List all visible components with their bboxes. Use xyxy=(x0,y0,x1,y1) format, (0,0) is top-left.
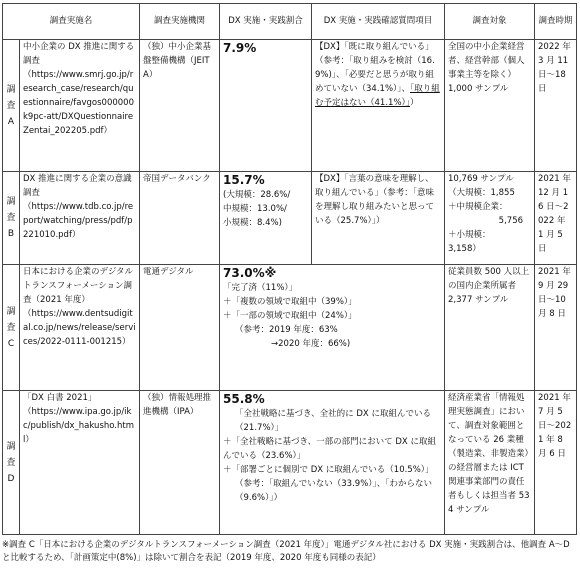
items-line: （参考：2019 年度：63% xyxy=(235,325,338,335)
header-period: 調査時期 xyxy=(535,4,577,40)
target-line: ＋中規模企業： xyxy=(448,202,508,212)
organization-cell: （独）中小企業基盤整備機構（JEITA） xyxy=(140,40,220,172)
dx-rate-and-items-cell xyxy=(220,265,445,391)
period-cell: 2022 年 3 月 11 日〜18 日 xyxy=(535,40,577,172)
target-cell xyxy=(445,172,535,265)
items-line: →2020 年度：66%) xyxy=(271,339,351,349)
dx-rate-and-items-cell xyxy=(220,391,445,535)
header-dx-rate-text: DX 実施・実践割合 xyxy=(228,16,303,26)
items-line: ＋「一部の領域で取組中（24%）」 xyxy=(223,311,357,321)
target-line: 全国の中小企業経営者、経営幹部（個人事業主等を除く） xyxy=(448,42,525,80)
dx-rate-cell xyxy=(220,172,312,265)
header-survey-name: 調査実施名 xyxy=(3,4,140,40)
survey-url-link[interactable]: （https://www.smrj.go.jp/research_case/research/questionnaire/favgos000000k9pc-att/DXQuestionnaireZentai_202205.pdf） xyxy=(23,70,135,136)
target-cell xyxy=(445,265,535,391)
items-line: （参考：「取り組みを検討（16.9%)」、「必要だと思うが取り組めていない（34.1%）」、 xyxy=(315,56,435,94)
header-dx-rate xyxy=(220,4,312,40)
dx-rate-value: 7.9% xyxy=(223,41,257,55)
rate-detail-line: 小規模：8.4%) xyxy=(223,218,282,228)
survey-name-cell xyxy=(20,40,140,172)
items-line: ） xyxy=(410,98,419,108)
rate-detail-line: 中規模：13.0%/ xyxy=(223,204,287,214)
row-label-text: 調査C xyxy=(6,306,16,349)
survey-name: 中小企業の DX 推進に関する調査 xyxy=(23,42,135,66)
items-line-underlined: 「取り組む予定はない（41.1%）」 xyxy=(315,84,440,108)
survey-url-link[interactable]: （https://www.dentsudigital.co.jp/news/release/services/2022-0111-001215） xyxy=(23,309,136,347)
period-cell: 2021 年 12 月 16 日〜2022 年 1 月 5 日 xyxy=(535,172,577,265)
survey-name-cell xyxy=(20,265,140,391)
target-cell: 経済産業省「情報処理実態調査」において、調査対象範囲となっている 26 業種（製造業、非製造業）の経営層または ICT 関連事業部門の責任者もしくは担当者 534 サンプル xyxy=(445,391,535,535)
dx-rate-value: 55.8% xyxy=(223,392,265,406)
items-line: 「全社戦略に基づき、全社的に DX に取組んでいる（21.7%）」 xyxy=(235,409,431,433)
target-cell xyxy=(445,40,535,172)
survey-url-link[interactable]: （https://www.tdb.co.jp/report/watching/press/pdf/p221010.pdf） xyxy=(23,202,134,240)
row-label xyxy=(3,265,20,391)
survey-comparison-table xyxy=(2,3,577,535)
target-line: （大規模：1,855 xyxy=(448,188,515,198)
items-line: 【DX】「既に取り組んでいる」 xyxy=(315,42,434,52)
target-line: 5,756 xyxy=(498,216,524,226)
row-label xyxy=(3,40,20,172)
dx-rate-value: 15.7% xyxy=(223,173,265,187)
organization-cell: （独）情報処理推進機構（IPA） xyxy=(140,391,220,535)
target-line: 1,000 サンプル xyxy=(448,84,509,94)
dx-rate-value: 73.0%※ xyxy=(223,266,277,280)
row-label-text: 調査A xyxy=(6,84,16,127)
row-label xyxy=(3,172,20,265)
row-label-text: 調査B xyxy=(6,197,16,239)
period-cell: 2021 年 7 月 5 日〜2021 年 8 月 6 日 xyxy=(535,391,577,535)
items-line: （参考：「取組んでいない（33.9%）」、「わからない（9.6%）」） xyxy=(235,479,433,503)
survey-name: DX 推進に関する企業の意識調査 xyxy=(23,174,132,198)
items-line: ＋「部署ごとに個別で DX に取組んでいる（10.5%）」 xyxy=(223,465,434,475)
document-sheet xyxy=(2,3,576,565)
survey-name: 日本における企業のデジタルトランスフォーメーション調査（2021 年度） xyxy=(23,267,133,305)
header-question-items xyxy=(312,4,445,40)
target-line: 3,158） xyxy=(448,244,481,254)
row-label-text: 調査D xyxy=(6,441,16,484)
table-row xyxy=(3,40,577,172)
dx-rate-cell xyxy=(220,40,312,172)
question-items-cell: 【DX】「言葉の意味を理解し、取り組んでいる」（参考：「意味を理解し取り組みたいと思っている（25.7%）」） xyxy=(312,172,445,265)
survey-name-cell xyxy=(20,391,140,535)
items-line: 「完了済（11%）」 xyxy=(223,283,298,293)
organization-cell: 帝国データバンク xyxy=(140,172,220,265)
survey-name-cell xyxy=(20,172,140,265)
table-row xyxy=(3,172,577,265)
row-label xyxy=(3,391,20,535)
period-cell: 2021 年 9 月 29 日〜10 月 8 日 xyxy=(535,265,577,391)
target-line: 10,769 サンプル xyxy=(448,174,514,184)
header-target: 調査対象 xyxy=(445,4,535,40)
header-organization: 調査実施機関 xyxy=(140,4,220,40)
survey-url-link[interactable]: （https://www.ipa.go.jp/ikc/publish/dx_hakusho.html） xyxy=(23,407,135,445)
question-items-cell xyxy=(312,40,445,172)
organization-cell: 電通デジタル xyxy=(140,265,220,391)
table-header-row xyxy=(3,4,577,40)
target-line: 従業員数 500 人以上の国内企業所属者 xyxy=(448,267,530,291)
items-line: ＋「複数の領域で取組中（39%）」 xyxy=(223,297,357,307)
survey-name: 「DX 白書 2021」 xyxy=(23,393,97,403)
target-line: ＋小規模： xyxy=(448,230,491,240)
footnote: ※調査 C「日本における企業のデジタルトランスフォーメーション調査（2021 年度）」電通デジタル社における DX 実施・実践割合は、他調査 A〜D と比較するため、「計画策定中(8%)」は除いて割合を表記（2019 年度、2020 年度も同様の表記） xyxy=(2,540,570,563)
target-line: 2,377 サンプル xyxy=(448,295,509,305)
table-row xyxy=(3,265,577,391)
header-question-items-text: DX 実施・実践確認質問項目 xyxy=(323,16,433,26)
table-row xyxy=(3,391,577,535)
items-line: ＋「全社戦略に基づき、一部の部門において DX に取組んでいる（23.6%）」 xyxy=(223,437,436,461)
rate-detail-line: (大規模：28.6%/ xyxy=(223,190,291,200)
